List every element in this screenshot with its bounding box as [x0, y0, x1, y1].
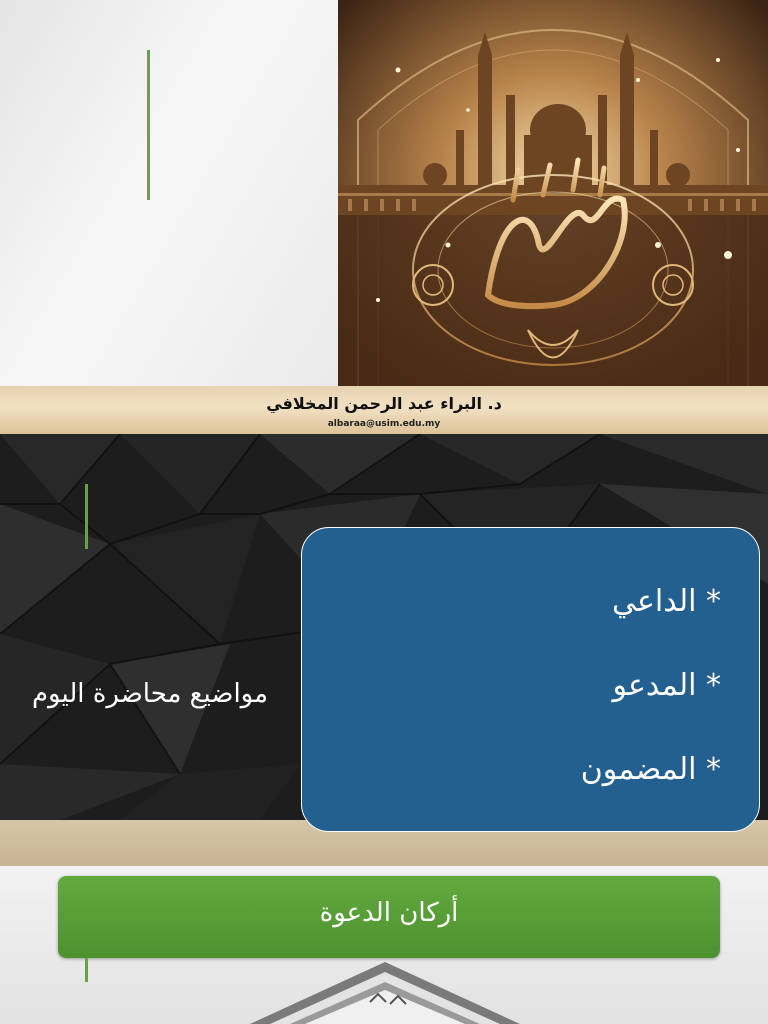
topics-slide	[0, 434, 768, 866]
title-panel	[0, 0, 338, 386]
accent-line	[147, 50, 150, 200]
topics-heading: مواضيع محاضرة اليوم	[31, 679, 269, 709]
ornament-frame	[250, 962, 520, 1024]
topic-item: * المدعو	[612, 668, 721, 703]
accent-line	[85, 484, 88, 549]
pillars-title-bar	[58, 876, 720, 958]
topic-item: * الداعي	[612, 584, 721, 619]
author-name: د. البراء عبد الرحمن المخلافي	[266, 394, 502, 413]
pillars-slide	[0, 866, 768, 1024]
title-slide	[0, 0, 768, 434]
pillars-title: أركان الدعوة	[319, 898, 459, 928]
topics-box	[301, 527, 760, 832]
accent-line	[85, 958, 88, 982]
author-email: albaraa@usim.edu.my	[327, 419, 441, 429]
mosque-calligraphy-image	[338, 0, 768, 386]
topic-item: * المضمون	[580, 752, 721, 787]
